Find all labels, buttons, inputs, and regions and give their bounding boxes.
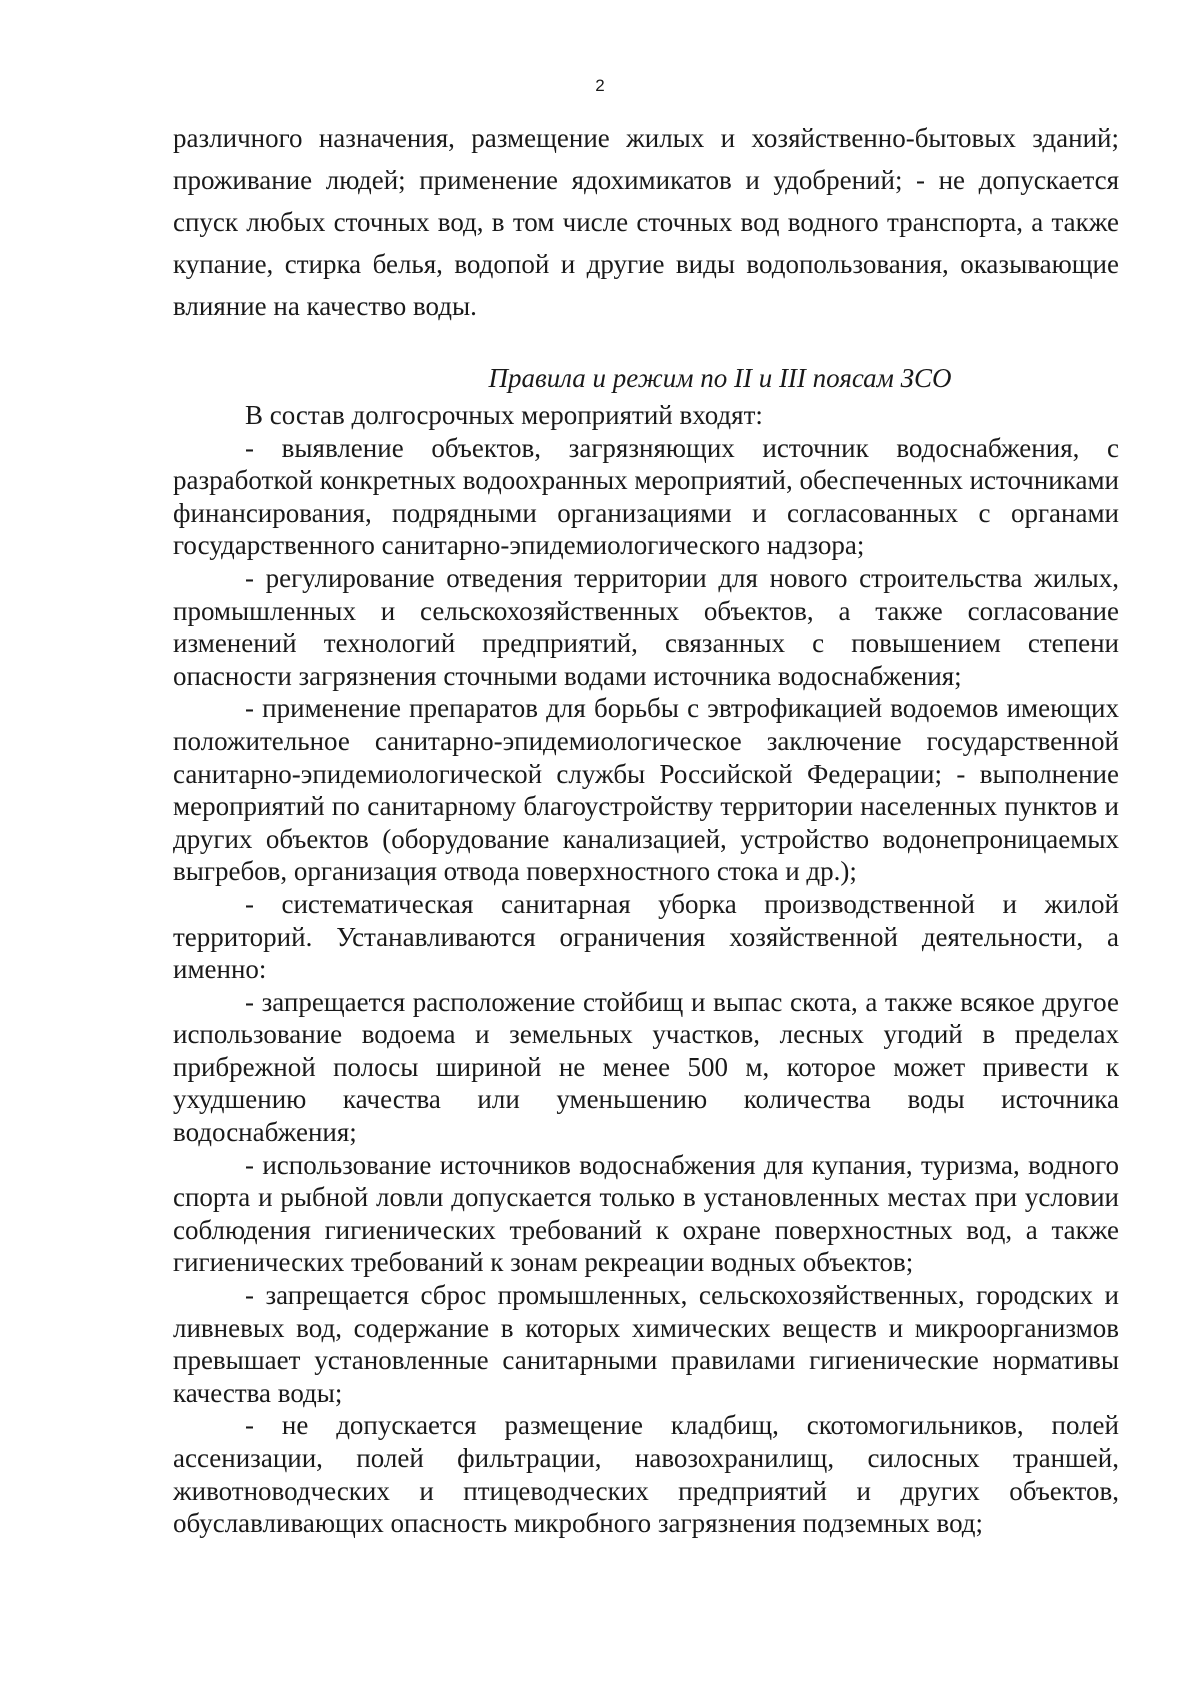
intro-paragraph: В состав долгосрочных мероприятий входят: — [245, 400, 763, 430]
paragraph: - использование источников водоснабжения для купания, туризма, водного спорта и рыбной ловли допускается только в установленных местах при условии соблюдения гигиенических требований к охране поверхностных вод, а также гигиенических требований к зонам рекреации водных объектов; — [173, 1149, 1119, 1278]
main-text-block — [173, 399, 1119, 1540]
section-heading: Правила и режим по II и III поясам ЗСО — [488, 363, 952, 393]
top-paragraph-block — [173, 117, 1119, 327]
paragraph: - не допускается размещение кладбищ, скотомогильников, полей ассенизации, полей фильтрации, навозохранилищ, силосных траншей, животноводческих и птицеводческих предприятий и других объектов, обуславливающих опасность микробного загрязнения подземных вод; — [173, 1410, 1119, 1539]
paragraph-continuation: различного назначения, размещение жилых и хозяйственно-бытовых зданий; проживание людей; применение ядохимикатов и удобрений; - не допускается спуск любых сточных вод, в том числе сточных вод водного транспорта, а также купание, стирка белья, водопой и другие виды водопользования, оказывающие влияние на качество воды. — [173, 123, 1119, 321]
paragraph: - запрещается расположение стойбищ и выпас скота, а также всякое другое использование водоема и земельных участков, лесных угодий в пределах прибрежной полосы шириной не менее 500 м, которое может привести к ухудшению качества или уменьшению количества воды источника водоснабжения; — [173, 986, 1119, 1148]
page-number: 2 — [595, 76, 605, 95]
paragraph: - регулирование отведения территории для нового строительства жилых, промышленных и сельскохозяйственных объектов, а также согласование изменений технологий предприятий, связанных с повышением степени опасности загрязнения сточными водами источника водоснабжения; — [173, 562, 1119, 691]
paragraph: - выявление объектов, загрязняющих источник водоснабжения, с разработкой конкретных водоохранных мероприятий, обеспеченных источниками финансирования, подрядными организациями и согласованных с органами государственного санитарно-эпидемиологического надзора; — [173, 432, 1119, 561]
paragraph: - запрещается сброс промышленных, сельскохозяйственных, городских и ливневых вод, содержание в которых химических веществ и микроорганизмов превышает установленные санитарными правилами гигиенические нормативы качества воды; — [173, 1280, 1119, 1408]
paragraph: - применение препаратов для борьбы с эвтрофикацией водоемов имеющих положительное санитарно-эпидемиологическое заключение государственной санитарно-эпидемиологической службы Российской Федерации; - выполнение мероприятий по санитарному благоустройству территории населенных пунктов и других объектов (оборудование канализацией, устройство водонепроницаемых выгребов, организация отвода поверхностного стока и др.); — [173, 693, 1119, 887]
paragraph: - систематическая санитарная уборка производственной и жилой территорий. Устанавливаются ограничения хозяйственной деятельности, а именно: — [173, 888, 1119, 985]
